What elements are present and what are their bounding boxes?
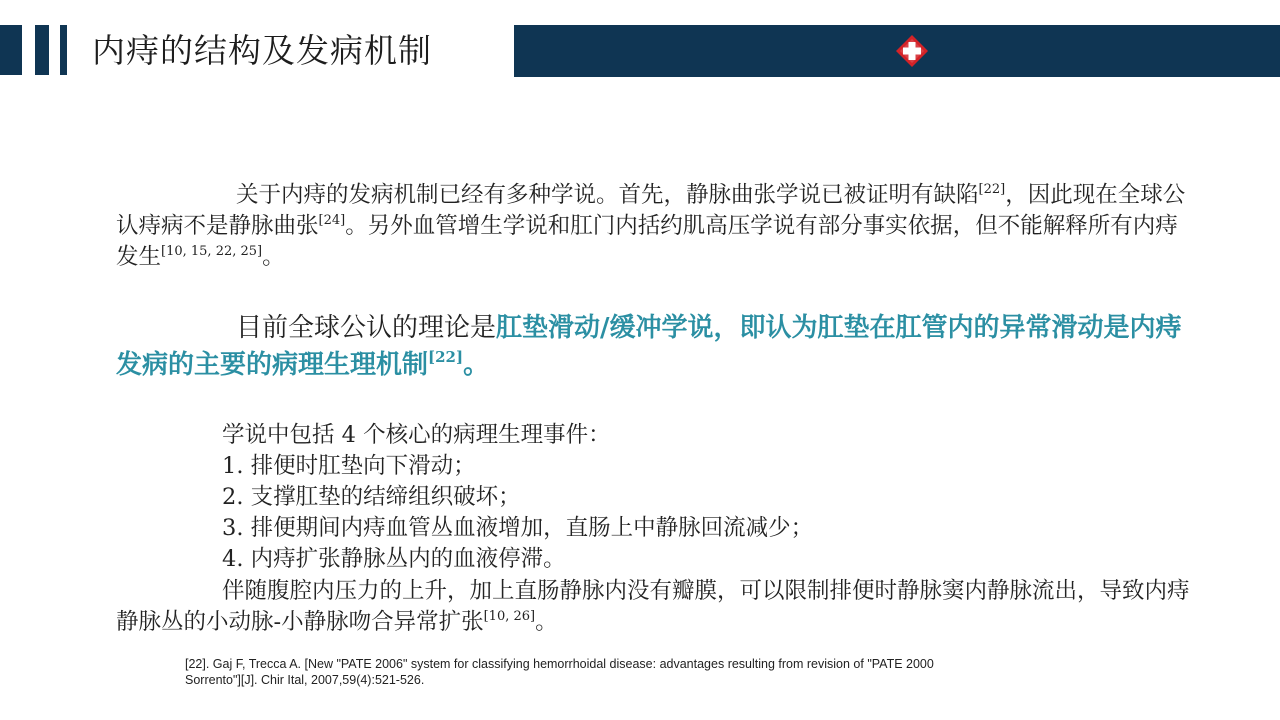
header-banner [514,25,1280,77]
reference-footnote [185,656,1065,688]
citation-ref: [22] [428,348,464,366]
list-item: 1. 排便时肛垫向下滑动； [222,453,476,479]
footnote-line: Sorrento"][J]. Chir Ital, 2007,59(4):521-526. [185,673,425,687]
list-item: 3. 排便期间内痔血管丛血液增加，直肠上中静脉回流减少； [222,515,814,541]
red-cross-diamond-icon [896,35,928,67]
citation-ref: [10, 26] [483,609,536,624]
list-intro: 学说中包括 4 个核心的病理生理事件： [222,422,611,448]
header-bar-left-2 [35,25,49,75]
paragraph-mechanism: 伴随腹腔内压力的上升，加上直肠静脉内没有瓣膜，可以限制排便时静脉窦内静脉流出，导致内痔静脉丛的小动脉-小静脉吻合异常扩张[10, 26]。 [116,578,1190,635]
list-item: 4. 内痔扩张静脉丛内的血液停滞。 [222,546,566,572]
header-bar-left-3 [60,25,67,75]
highlighted-theory: 肛垫滑动/缓冲学说，即认为肛垫在肛管内的异常滑动是内痔发病的主要的病理生理机制 [116,313,1182,380]
header-bar-left-1 [0,25,22,75]
paragraph-theories: 关于内痔的发病机制已经有多种学说。首先，静脉曲张学说已被证明有缺陷[22]，因此现在全球公认痔病不是静脉曲张[24]。另外血管增生学说和肛门内括约肌高压学说有部分事实依据，但不能解释所有内痔发生[10, 15, 22, 25]。 [116,182,1186,270]
citation-ref: [22] [978,182,1006,197]
paragraph-current-theory: 目前全球公认的理论是肛垫滑动/缓冲学说，即认为肛垫在肛管内的异常滑动是内痔发病的主要的病理生理机制[22]。 [116,313,1182,380]
pathophysiology-list [222,420,1202,575]
citation-ref: [10, 15, 22, 25] [161,244,263,259]
slide-title: 内痔的结构及发病机制 [92,31,432,70]
list-item: 2. 支撑肛垫的结缔组织破坏； [222,484,521,510]
footnote-line: [22]. Gaj F, Trecca A. [New "PATE 2006" system for classifying hemorrhoidal disease: advantages resulting from revision of "PATE 2000 [185,657,934,671]
citation-ref: [24] [318,213,346,228]
